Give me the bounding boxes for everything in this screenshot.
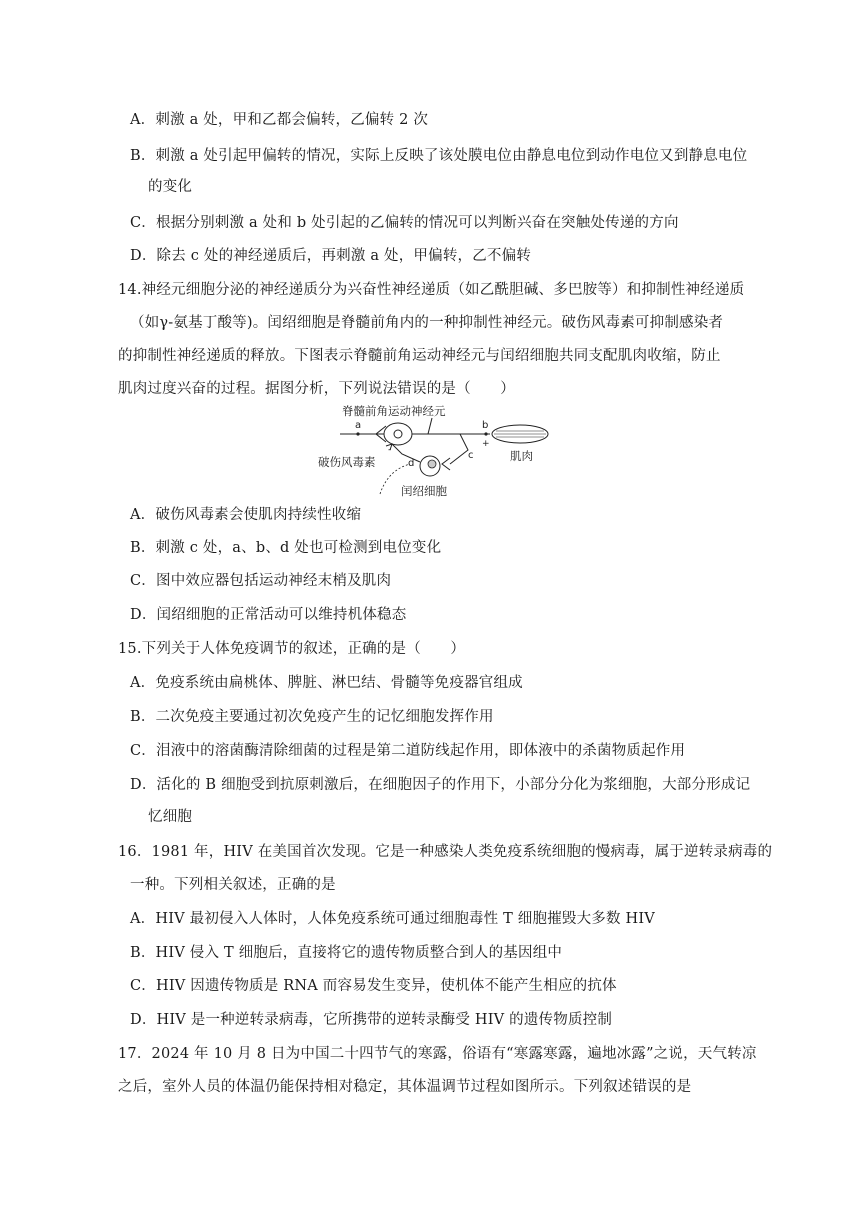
q13-option-c: C．根据分别刺激 a 处和 b 处引起的乙偏转的情况可以判断兴奋在突触处传递的方向 (130, 215, 679, 231)
renshaw-cell-nucleus (428, 460, 436, 468)
label-b: b (482, 420, 489, 431)
label-renshaw: 闰绍细胞 (401, 484, 447, 498)
synapse-renshaw (442, 458, 450, 470)
q15-option-d: D．活化的 B 细胞受到抗原刺激后，在细胞因子的作用下，小部分分化为浆细胞，大部分形成记 (130, 777, 751, 793)
q16-option-b: B．HIV 侵入 T 细胞后，直接将它的遗传物质整合到人的基因组中 (130, 945, 563, 961)
q15-stem: 15.下列关于人体免疫调节的叙述，正确的是（ ） (118, 641, 466, 657)
q13-option-b-cont: 的变化 (148, 179, 193, 195)
label-muscle: 肌肉 (510, 449, 533, 463)
q16-stem-line-2: 一种。下列相关叙述，正确的是 (130, 877, 336, 893)
q13-option-a: A．刺激 a 处，甲和乙都会偏转，乙偏转 2 次 (130, 112, 429, 128)
label-minus: - (388, 445, 392, 455)
q14-stem-line-2: （如γ-氨基丁酸等)。闰绍细胞是脊髓前角内的一种抑制性神经元。破伤风毒素可抑制感染者 (130, 315, 724, 331)
point-b (484, 432, 487, 435)
dendrite-top (428, 418, 432, 434)
q17-stem-line-1: 17．2024 年 10 月 8 日为中国二十四节气的寒露，俗语有“寒露寒露，遍地冰露”之说，天气转凉 (118, 1046, 757, 1062)
q14-stem-line-1: 14.神经元细胞分泌的神经递质分为兴奋性神经递质（如乙酰胆碱、多巴胺等）和抑制性神经递质 (118, 282, 745, 298)
q14-stem-line-3: 的抑制性神经递质的释放。下图表示脊髓前角运动神经元与闰绍细胞共同支配肌肉收缩，防止 (118, 348, 721, 364)
q14-option-c: C．图中效应器包括运动神经末梢及肌肉 (130, 573, 392, 589)
q13-option-d: D．除去 c 处的神经递质后，再刺激 a 处，甲偏转，乙不偏转 (130, 248, 532, 264)
label-a: a (355, 420, 362, 431)
collateral-axon (450, 434, 468, 464)
q15-option-d-cont: 忆细胞 (148, 809, 193, 825)
inhibitory-axon (392, 444, 420, 462)
q14-option-b: B．刺激 c 处，a、b、d 处也可检测到电位变化 (130, 540, 442, 556)
q15-option-c: C．泪液中的溶菌酶清除细菌的过程是第二道防线起作用，即体液中的杀菌物质起作用 (130, 743, 686, 759)
q16-stem-line-1: 16．1981 年，HIV 在美国首次发现。它是一种感染人类免疫系统细胞的慢病毒，属于逆转录病毒的 (118, 844, 773, 860)
q14-option-d: D．闰绍细胞的正常活动可以维持机体稳态 (130, 607, 407, 623)
q15-option-b: B．二次免疫主要通过初次免疫产生的记忆细胞发挥作用 (130, 709, 494, 725)
label-motor-neuron: 脊髓前角运动神经元 (342, 404, 446, 418)
q17-stem-line-2: 之后，室外人员的体温仍能保持相对稳定，其体温调节过程如图所示。下列叙述错误的是 (118, 1079, 692, 1095)
label-plus: + (482, 439, 490, 449)
q13-option-b: B．刺激 a 处引起甲偏转的情况，实际上反映了该处膜电位由静息电位到动作电位又到静息电位 (130, 148, 748, 164)
q16-option-d: D．HIV 是一种逆转录病毒，它所携带的逆转录酶受 HIV 的遗传物质控制 (130, 1012, 613, 1028)
q14-option-a: A．破伤风毒素会使肌肉持续性收缩 (130, 507, 362, 523)
label-d: d (408, 458, 415, 469)
q16-option-a: A．HIV 最初侵入人体时，人体免疫系统可通过细胞毒性 T 细胞摧毁大多数 HIV (130, 911, 655, 927)
q14-stem-line-4: 肌肉过度兴奋的过程。据图分析，下列说法错误的是（ ） (118, 381, 515, 397)
neuron-diagram (310, 404, 550, 500)
label-toxin: 破伤风毒素 (318, 455, 376, 469)
motor-neuron-body (384, 423, 412, 445)
q16-option-c: C．HIV 因遗传物质是 RNA 而容易发生变异，使机体不能产生相应的抗体 (130, 978, 617, 994)
q15-option-a: A．免疫系统由扁桃体、脾脏、淋巴结、骨髓等免疫器官组成 (130, 675, 523, 691)
label-c: c (468, 450, 474, 461)
point-a (356, 432, 359, 435)
